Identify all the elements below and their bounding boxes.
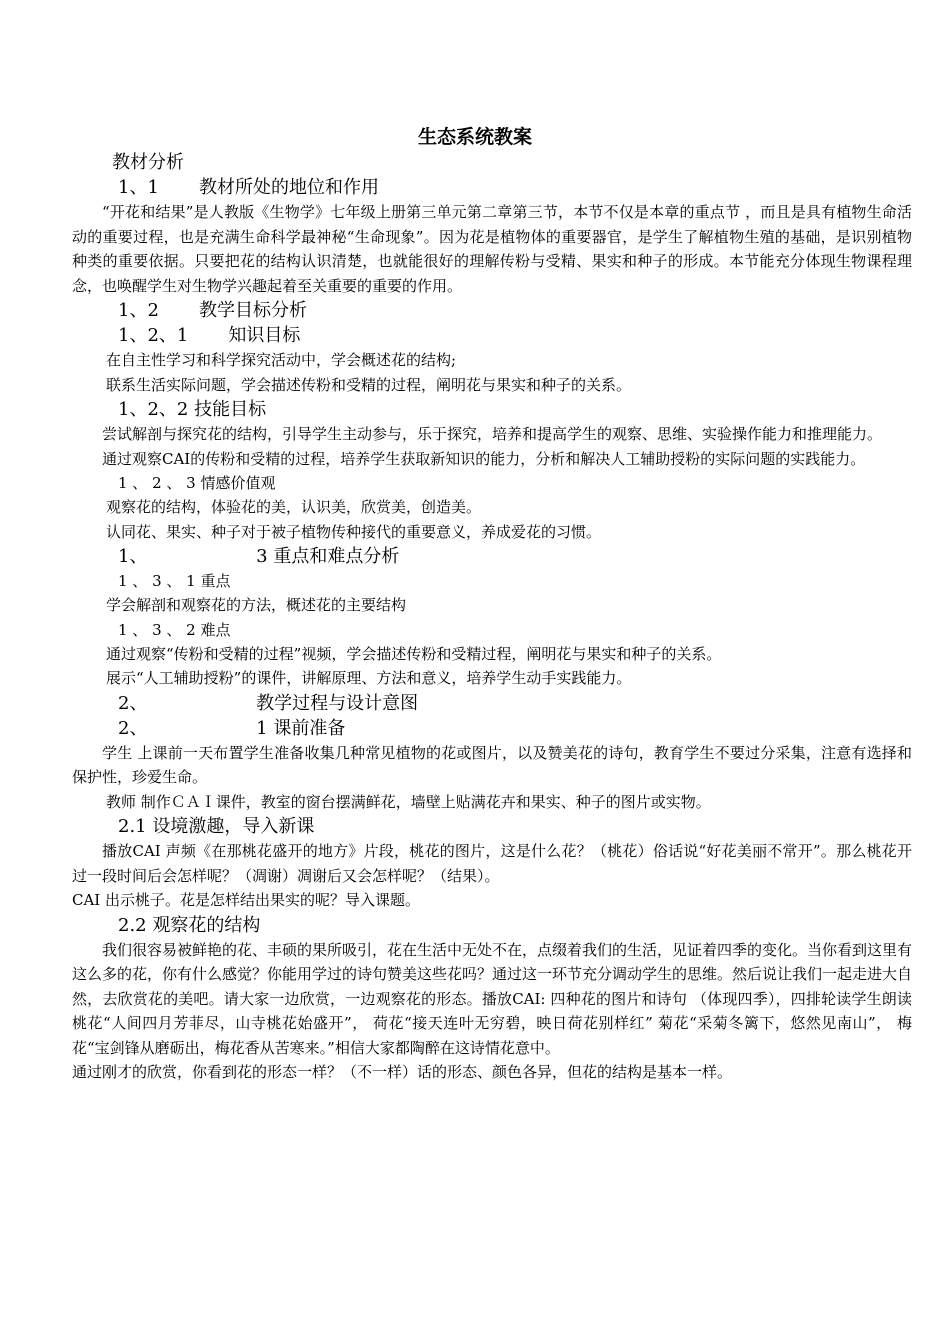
paragraph: 学生 上课前一天布置学生准备收集几种常见植物的花或图片，以及赞美花的诗句，教育学生不要过分采集，注意有选择和保护性，珍爱生命。 (72, 743, 912, 786)
section-heading: 2、 教学过程与设计意图 (118, 692, 419, 714)
section-heading: 1 、 2 、 3 情感价值观 (118, 474, 276, 492)
paragraph: 在自主性学习和科学探究活动中，学会概述花的结构; (106, 351, 457, 369)
paragraph: 观察花的结构，体验花的美，认识美，欣赏美，创造美。 (106, 498, 482, 516)
paragraph: 学会解剖和观察花的方法，概述花的主要结构 (106, 596, 407, 614)
paragraph: 通过刚才的欣赏，你看到花的形态一样？（不一样）话的形态、颜色各异，但花的结构是基本一样。 (72, 1063, 733, 1081)
document-body (72, 150, 912, 1085)
paragraph: “开花和结果”是人教版《生物学》七年级上册第三单元第二章第三节，本节不仅是本章的重点节 ，而且是具有植物生命活动的重要过程，也是充满生命科学最神秘“生命现象”。因为花是植物体的重要器官，是学生了解植物生殖的基础，是识别植物种类的重要依据。只要把花的结构认识清楚，也就能很好的理解传粉与受精、果实和种子的形成。本节能充分体现生物课程理念，也唤醒学生对生物学兴趣起着至关重要的重要的作用。 (72, 203, 912, 295)
paragraph: CAI 出示桃子。花是怎样结出果实的呢？导入课题。 (72, 891, 421, 909)
section-heading: 1 、 3 、 1 重点 (118, 572, 231, 590)
section-heading: 2、 1 课前准备 (118, 717, 346, 739)
section-heading: 教材分析 (112, 152, 184, 173)
paragraph: 通过观察“传粉和受精的过程”视频，学会描述传粉和受精过程，阐明花与果实和种子的关系。 (106, 644, 722, 663)
paragraph: 展示“人工辅助授粉”的课件，讲解原理、方法和意义，培养学生动手实践能力。 (106, 669, 632, 687)
paragraph: 教师 制作ＣＡＩ课件，教室的窗台摆满鲜花，墙壁上贴满花卉和果实、种子的图片或实物。 (106, 792, 711, 811)
document-title: 生态系统教案 (417, 126, 532, 148)
section-heading: 2.1 设境激趣，导入新课 (118, 816, 315, 837)
section-heading: 1、 3 重点和难点分析 (118, 546, 400, 567)
paragraph: 认同花、果实、种子对于被子植物传种接代的重要意义，养成爱花的习惯。 (106, 522, 602, 541)
section-heading: 1、1 教材所处的地位和作用 (118, 177, 379, 198)
section-heading: 1、2、1 知识目标 (118, 325, 301, 346)
paragraph: 联系生活实际问题，学会描述传粉和受精的过程，阐明花与果实和种子的关系。 (106, 375, 632, 394)
paragraph: 我们很容易被鲜艳的花、丰硕的果所吸引，花在生活中无处不在，点缀着我们的生活，见证着四季的变化。当你看到这里有这么多的花，你有什么感觉？你能用学过的诗句赞美这些花吗？通过这一环节充分调动学生的思维。然后说让我们一起走进大自然，去欣赏花的美吧。请大家一边欣赏，一边观察花的形态。播放CAI: 四种花的图片和诗句 （体现四季），四排轮读学生朗读桃花“人间四月芳菲尽，山寺桃花始盛开”， 荷花“接天连叶无穷碧，映日荷花别样红” 菊花“采菊冬篱下，悠然见南山”， 梅花“宝剑锋从磨砺出，梅花香从苦寒来。”相信大家都陶醉在这诗情花意中。 (72, 940, 913, 1057)
section-heading: 1 、 3 、 2 难点 (118, 620, 231, 639)
paragraph: 尝试解剖与探究花的结构，引导学生主动参与，乐于探究，培养和提高学生的观察、思维、实验操作能力和推理能力。 (102, 425, 883, 443)
section-heading: 1、2、2 技能目标 (118, 399, 267, 420)
section-heading: 1、2 教学目标分析 (118, 300, 307, 321)
paragraph: 通过观察CAI的传粉和受精的过程，培养学生获取新知识的能力，分析和解决人工辅助授粉的实际问题的实践能力。 (102, 449, 866, 468)
section-heading: 2.2 观察花的结构 (118, 914, 261, 936)
paragraph: 播放CAI 声频《在那桃花盛开的地方》片段，桃花的图片，这是什么花？（桃花）俗话说“好花美丽不常开”。那么桃花开过一段时间后会怎样呢？（凋谢）凋谢后又会怎样呢？（结果）。 (72, 842, 912, 885)
